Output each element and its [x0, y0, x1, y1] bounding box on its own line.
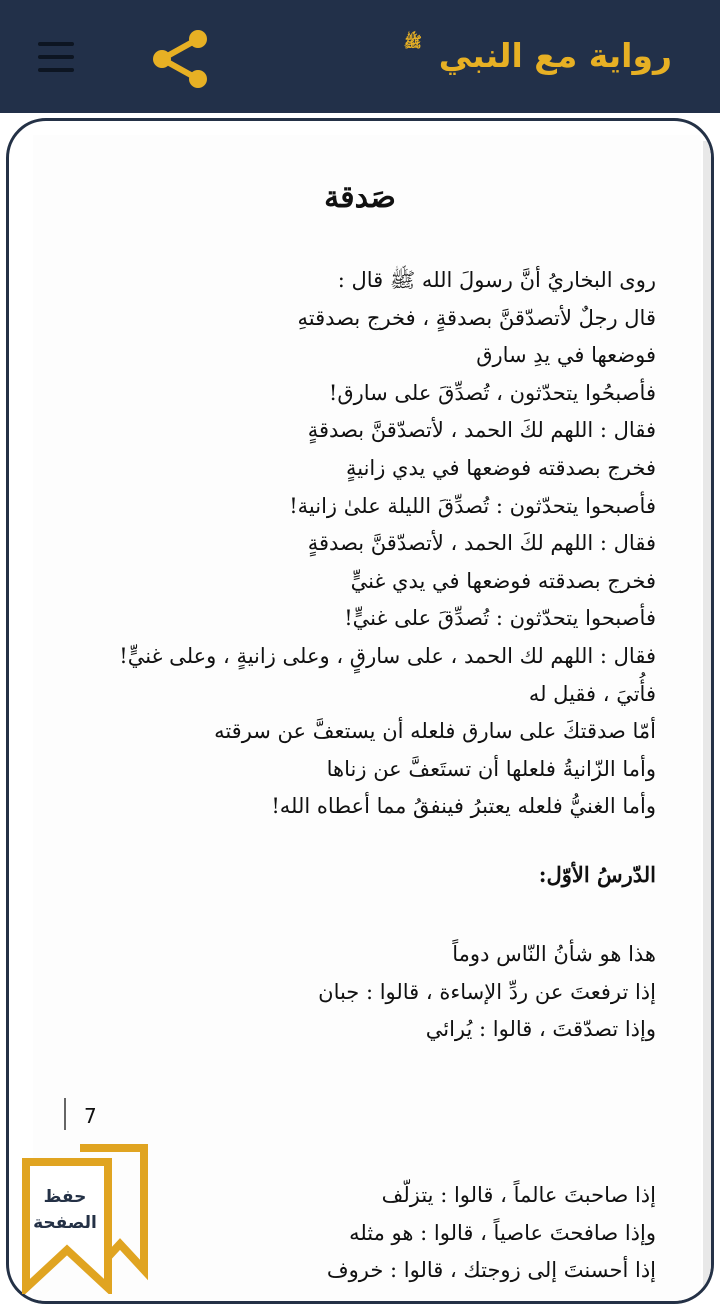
poem-line: إذا أحسنتَ إلى زوجتك ، قالوا : خروف: [326, 1258, 656, 1282]
page-number: 7: [84, 1104, 97, 1128]
lesson-heading: الدّرسُ الأوّل:: [538, 862, 656, 887]
poem-line: إذا صاحبتَ عالماً ، قالوا : يتزلّف: [381, 1183, 656, 1207]
share-icon[interactable]: [148, 30, 212, 88]
app-bar: [0, 0, 720, 113]
story-line: فأصبحُوا يتحدّثون ، تُصدِّقَ على سارق!: [328, 380, 656, 405]
story-line: قال رجلٌ لأتصدّقنَّ بصدقةٍ ، فخرج بصدقتهِ: [297, 305, 656, 330]
story-line: فأصبحوا يتحدّثون : تُصدِّقَ على غنيٍّ!: [344, 606, 656, 631]
poem-block-1: [56, 936, 656, 1049]
story-line: فخرج بصدقته فوضعها في يدي غنيٍّ: [350, 568, 656, 593]
story-line: فأُتيَ ، فقيل له: [528, 681, 656, 706]
poem-line: وإذا صافحتَ عاصياً ، قالوا : هو مثله: [349, 1220, 656, 1245]
save-page-label-line2: الصفحة: [33, 1213, 97, 1233]
story-text: [56, 262, 656, 826]
hamburger-menu-icon[interactable]: [30, 38, 82, 78]
save-page-label[interactable]: [26, 1184, 104, 1236]
app-title: [393, 34, 672, 82]
story-line: أمّا صدقتكَ على سارق فلعله أن يستعفَّ عن سرقته: [214, 719, 656, 744]
page-number-divider: [64, 1098, 66, 1130]
menu-line: [38, 55, 74, 59]
story-line: وأما الغنيُّ فلعله يعتبرُ فينفقُ مما أعطاه الله!: [271, 794, 656, 819]
story-line: روى البخاريُ أنَّ رسولَ الله ﷺ قال :: [337, 268, 656, 292]
story-line: فوضعها في يدِ سارق: [476, 343, 656, 368]
honorific-glyph: ﷺ: [403, 33, 422, 51]
story-line: فقال : اللهم لكَ الحمد ، لأتصدّقنَّ بصدقةٍ: [307, 418, 656, 443]
save-page-label-line1: حفظ: [43, 1187, 87, 1207]
story-line: فقال : اللهم لكَ الحمد ، لأتصدّقنَّ بصدقةٍ: [307, 531, 656, 556]
poem-line: وإذا تصدّقتَ ، قالوا : يُرائي: [425, 1017, 656, 1041]
menu-line: [38, 42, 74, 46]
story-line: وأما الزّانيةُ فلعلها أن تستَعفَّ عن زناها: [326, 756, 656, 781]
story-line: فقال : اللهم لك الحمد ، على سارقٍ ، وعلى زانيةٍ ، وعلى غنيٍّ!: [119, 643, 656, 668]
page-edge: [703, 141, 711, 1291]
story-line: فخرج بصدقته فوضعها في يدي زانيةٍ: [345, 455, 656, 480]
story-line: فأصبحوا يتحدّثون : تُصدِّقَ الليلة علىٰ زانية!: [289, 493, 656, 518]
poem-line: إذا ترفعتَ عن ردِّ الإساءة ، قالوا : جبان: [318, 979, 656, 1004]
poem-line: هذا هو شأنُ النّاس دوماً: [452, 942, 656, 966]
menu-line: [38, 68, 74, 72]
app-title-text: رواية مع النبي: [438, 36, 672, 75]
page-title: صَدقة: [324, 180, 396, 215]
